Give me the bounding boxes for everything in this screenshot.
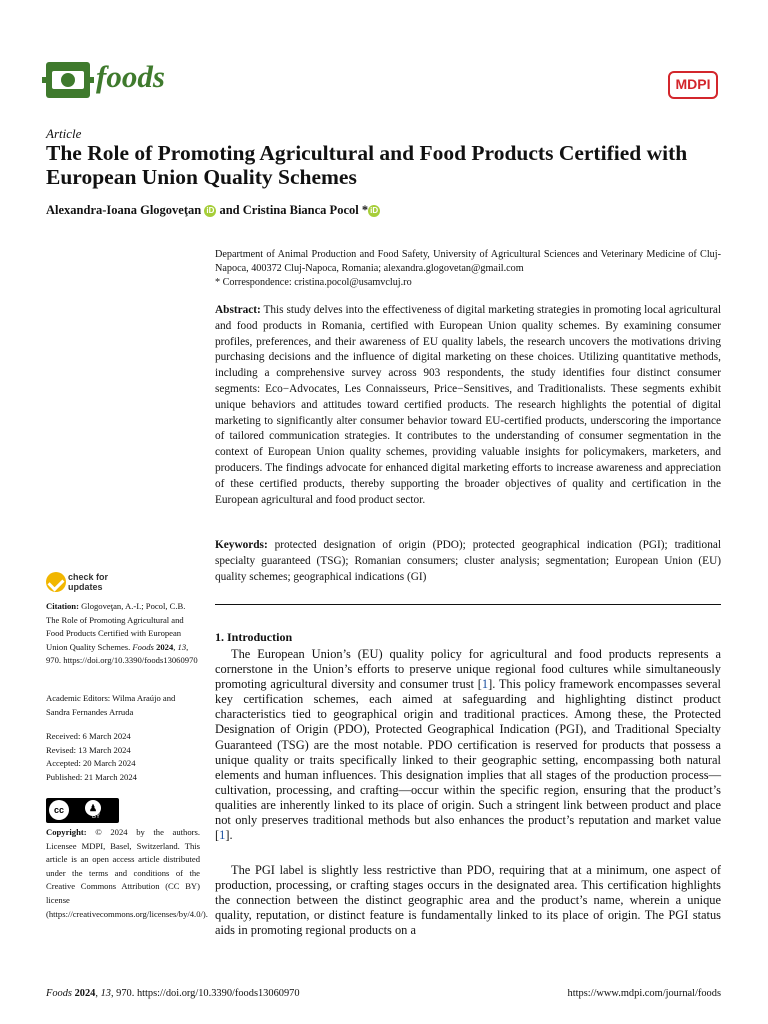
keywords <box>215 538 721 585</box>
abstract-label: Abstract: <box>215 304 261 316</box>
citation-label: Citation: <box>46 601 79 611</box>
mdpi-label: MDPI <box>675 76 711 92</box>
foods-logo-icon <box>46 62 90 98</box>
academic-editors: Academic Editors: Wilma Araújo and Sandra Fernandes Arruda <box>46 693 176 717</box>
by-label: BY <box>91 814 100 820</box>
section-heading: 1. Introduction <box>215 630 293 644</box>
citation-block: Citation: Glogoveţan, A.-I.; Pocol, C.B. The Role of Promoting Agricultural and Food Products Certified with European Union Quality Schemes. Foods 2024, 13, 970. https://doi.org/10.3390/foods13060970 <box>46 601 198 666</box>
footer-journal: Foods <box>46 988 72 999</box>
author-1: Alexandra-Ioana Glogoveţan <box>46 203 202 217</box>
copyright-text: © 2024 by the authors. Licensee MDPI, Basel, Switzerland. This article is an open access article distributed under the terms and conditions of the Creative Commons Attribution (CC BY) license (https://creativecommons.org/licenses/by/4.0/). <box>46 827 208 919</box>
footer-doi[interactable]: , 970. https://doi.org/10.3390/foods13060970 <box>110 988 300 999</box>
author-list <box>46 203 380 218</box>
affiliation <box>215 248 721 290</box>
paragraph-text: The European Union’s (EU) quality policy for agricultural and food products represents a cornerstone in the Union’s efforts to preserve unique regional food cultures while simultaneously promoting agricultural diversity and consumer trust [ <box>215 647 721 692</box>
citation-link[interactable]: 1 <box>481 677 489 692</box>
footer-volume: 13 <box>100 988 111 999</box>
corresponding-mark: * <box>361 203 369 217</box>
accepted-date: Accepted: 20 March 2024 <box>46 758 136 769</box>
citation-volume: 13 <box>177 641 187 652</box>
journal-name: foods <box>96 59 165 94</box>
keywords-text: protected designation of origin (PDO); protected geographical indication (PGI); traditional specialty guaranteed (TSG); Romanian consumers; cluster analysis; segmentation; European Union (EU) quality schemes; geographical indications (GI) <box>215 539 721 583</box>
paragraph <box>215 647 721 843</box>
check-updates-label: check for updates <box>68 572 109 592</box>
citation-year: 2024 <box>156 641 174 652</box>
correspondence: * Correspondence: cristina.pocol@usamvcluj.ro <box>215 277 412 288</box>
paper-title: The Role of Promoting Agricultural and Food Products Certified with European Union Quality Schemes <box>46 141 688 189</box>
cc-icon: cc <box>49 800 69 820</box>
revised-date: Revised: 13 March 2024 <box>46 744 131 755</box>
dates-block <box>46 730 200 784</box>
author-connector: and <box>219 203 240 217</box>
abstract-text: This study delves into the effectiveness of digital marketing strategies in promoting local agricultural and food products in Romania, certified with European Union quality schemes. By examining consumer profiles, preferences, and their awareness of EU quality labels, the research uncovers the motivations driving purchasing decisions and the influence of digital marketing on these choices. Utilizing quantitative methods, including a comprehensive survey across 903 respondents, the study identifies four distinct consumer segments: Eco−Advocates, Les Connaisseurs, Price−Sensitives, and Traditionalists. These segments exhibit unique behaviors and attitudes toward certified products. The research highlights the potential of digital marketing to significantly alter consumer behavior toward EU-certified products, underscoring the importance of tailored communication strategies. It contributes to the understanding of consumer segmentation in the context of European Union quality schemes, providing valuable insights for policymakers, marketers, and producers. The findings advocate for enhanced digital marketing efforts to increase awareness and appreciation of these certified products, thereby supporting the broader objectives of quality and certification in the European agricultural and food product sector. <box>215 304 721 506</box>
orcid-icon[interactable]: iD <box>370 206 379 215</box>
citation-journal: Foods <box>132 641 154 652</box>
copyright-block <box>46 826 208 921</box>
received-date: Received: 6 March 2024 <box>46 731 131 741</box>
citation-link[interactable]: 1 <box>219 828 226 843</box>
orcid-icon[interactable]: iD <box>206 206 215 215</box>
footer-citation: Foods 2024, 13, 970. https://doi.org/10.3390/foods13060970 <box>46 988 300 999</box>
citation-doi[interactable]: , 970. https://doi.org/10.3390/foods13060970 <box>46 641 198 666</box>
footer-year: 2024 <box>74 988 96 999</box>
published-date: Published: 21 March 2024 <box>46 771 137 782</box>
person-icon: ♟ <box>85 800 101 816</box>
author-2: Cristina Bianca Pocol <box>242 203 359 217</box>
mdpi-logo[interactable] <box>668 71 718 99</box>
affiliation-line: Department of Animal Production and Food Safety, University of Agricultural Sciences and Veterinary Medicine of Cluj-Napoca, 400372 Cluj-Napoca, Romania; alexandra.glogovetan@gmail.com <box>215 249 721 274</box>
paragraph: The PGI label is slightly less restrictive than PDO, requiring that at a minimum, one aspect of production, processing, or crafting stages occurs in the designated area. This certification highlights the connection between the distinct geographic area and the product’s name, wherein a unique quality, reputation, or distinct feature is fundamentally linked to its place of origin. The PGI status aids in promoting regional products on a <box>215 863 721 938</box>
copyright-label: Copyright: <box>46 827 87 837</box>
check-icon <box>46 572 66 592</box>
cc-by-license-icon[interactable] <box>46 798 119 823</box>
paragraph-text: ]. <box>225 828 233 843</box>
citation-text: Glogoveţan, A.-I.; Pocol, C.B. The Role of Promoting Agricultural and Food Products Certified with European Union Quality Schemes. <box>46 601 186 652</box>
section-divider <box>215 604 721 605</box>
article-type: Article <box>46 126 82 141</box>
keywords-label: Keywords: <box>215 539 268 551</box>
footer-journal-url[interactable]: https://www.mdpi.com/journal/foods <box>567 988 721 999</box>
abstract <box>215 303 721 508</box>
paragraph-text: ]. This policy framework encompasses several key certification schemes, each aimed at safeguarding and highlighting distinct product characteristics tied to geographical origin and traditional practices. Among these, the Protected Designation of Origin (PDO), Protected Geographical Indication (PGI), and Traditional Specialty Guaranteed (TSG) are the most notable. PDO certification is reserved for products that possess a unique quality or traits specifically linked to their geographic setting, encompassing both natural elements and human influences. This designation implies that all stages of the production process—cultivation, processing, and crafting—occur within the specific region, ensuring that the product’s qualities are inherently linked to its place of origin. Such a stringent link between product and place not only preserves traditional methods but also enhances the product’s reputation and market value [ <box>215 677 721 843</box>
